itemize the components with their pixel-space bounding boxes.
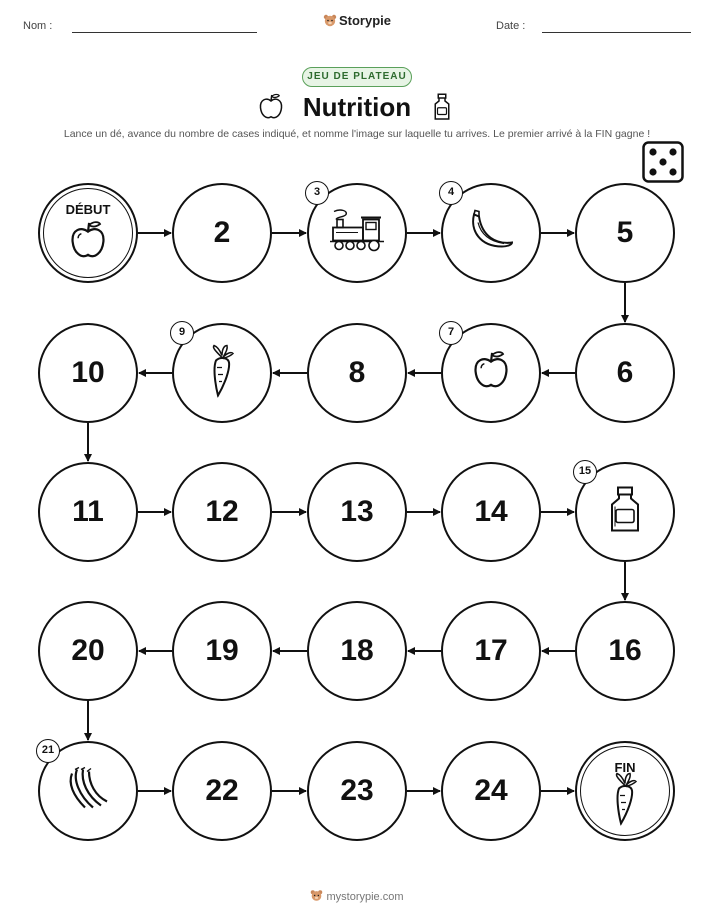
space-number: 12 (205, 495, 239, 528)
jar-icon (430, 92, 454, 122)
board-space (307, 741, 407, 841)
space-number: 23 (340, 774, 374, 807)
board-space (307, 601, 407, 701)
instructions: Lance un dé, avance du nombre de cases indiqué, et nomme l'image sur laquelle tu arrives. Le premier arrivé à la FIN gagne ! (63, 128, 651, 140)
name-line[interactable] (72, 32, 257, 33)
brand-logo (0, 13, 714, 28)
space-number: 18 (340, 634, 374, 667)
jar-icon (607, 485, 643, 540)
carrot-icon (610, 771, 640, 830)
board-space (307, 183, 407, 283)
board-space (38, 323, 138, 423)
start-label: DÉBUT (65, 202, 111, 217)
space-number: 14 (474, 495, 508, 528)
space-number-badge: 15 (573, 460, 597, 484)
space-number: 13 (340, 495, 374, 528)
board-space (172, 601, 272, 701)
board-space (575, 601, 675, 701)
apple-icon (66, 218, 110, 267)
footer (0, 889, 714, 903)
dice-icon (642, 141, 684, 183)
space-number-badge: 4 (439, 181, 463, 205)
space-number: 17 (474, 634, 508, 667)
space-number-badge: 7 (439, 321, 463, 345)
brand-name: Storypie (338, 13, 391, 28)
train-icon (328, 208, 386, 259)
game-type-badge: JEU DE PLATEAU (302, 67, 412, 87)
board-space (441, 323, 541, 423)
board-space (441, 183, 541, 283)
bear-logo-icon (310, 889, 323, 902)
board-space (38, 462, 138, 562)
board-space (38, 741, 138, 841)
space-number: 8 (348, 356, 366, 389)
board-space (575, 741, 675, 841)
apple-icon (469, 349, 513, 398)
date-line[interactable] (542, 32, 691, 33)
space-number: 22 (205, 774, 239, 807)
space-number: 20 (71, 634, 105, 667)
board-space (441, 462, 541, 562)
board-space (172, 183, 272, 283)
board-space (575, 462, 675, 562)
banana-icon (466, 209, 516, 258)
board-space (307, 323, 407, 423)
board-space (172, 741, 272, 841)
board-space (307, 462, 407, 562)
bear-logo-icon (323, 14, 337, 27)
board-space (441, 741, 541, 841)
board-space (172, 323, 272, 423)
board-space (575, 183, 675, 283)
space-number: 10 (71, 356, 105, 389)
board-space (38, 601, 138, 701)
board-space (172, 462, 272, 562)
space-number-badge: 21 (36, 739, 60, 763)
space-number: 11 (72, 495, 104, 528)
green-beans-icon (63, 766, 113, 817)
page-title: Nutrition (302, 92, 412, 122)
name-label: Nom : (23, 20, 53, 32)
date-label: Date : (496, 20, 526, 32)
space-number: 2 (213, 216, 231, 249)
board-space (38, 183, 138, 283)
space-number: 19 (205, 634, 239, 667)
space-number-badge: 3 (305, 181, 329, 205)
finish-label: FIN (614, 760, 636, 775)
space-number: 5 (616, 216, 634, 249)
board-space (575, 323, 675, 423)
space-number-badge: 9 (170, 321, 194, 345)
carrot-icon (207, 344, 237, 403)
board-space (441, 601, 541, 701)
space-number: 24 (474, 774, 508, 807)
footer-url: mystorypie.com (326, 891, 404, 903)
space-number: 6 (616, 356, 634, 389)
space-number: 16 (608, 634, 642, 667)
